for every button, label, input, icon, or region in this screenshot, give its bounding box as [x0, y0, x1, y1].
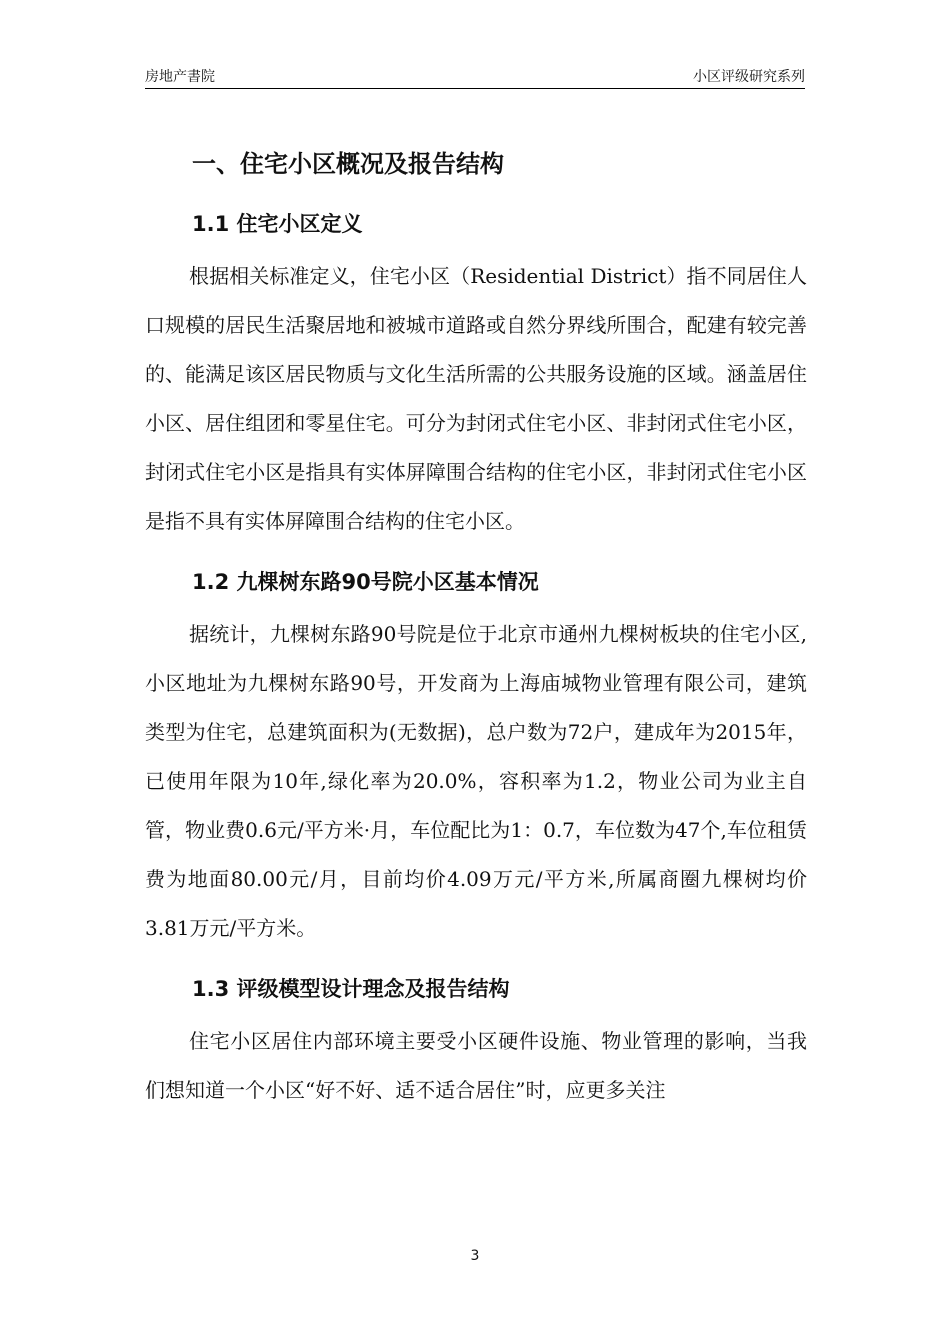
chapter-title: 一、住宅小区概况及报告结构: [192, 150, 504, 178]
page-header: [145, 66, 805, 89]
section-paragraph-1-2: 据统计，九棵树东路90号院是位于北京市通州九棵树板块的住宅小区,小区地址为九棵树东路90号，开发商为上海庙城物业管理有限公司，建筑类型为住宅，总建筑面积为(无数据)，总户数为72户，建成年为2015年，已使用年限为10年,绿化率为20.0%，容积率为1.2，物业公司为业主自管，物业费0.6元/平方米·月，车位配比为1：0.7，车位数为47个,车位租赁费为地面80.00元/月，目前均价4.09万元/平方米,所属商圈九棵树均价3.81万元/平方米。: [145, 622, 807, 940]
section-paragraph-1-3: 住宅小区居住内部环境主要受小区硬件设施、物业管理的影响，当我们想知道一个小区“好不好、适不适合居住”时，应更多关注: [145, 1029, 807, 1102]
header-series: 小区评级研究系列: [693, 69, 805, 85]
section-heading-1-2: 1.2 九棵树东路90号院小区基本情况: [192, 570, 539, 594]
section-heading-1-3: 1.3 评级模型设计理念及报告结构: [192, 977, 510, 1001]
document-body: [145, 140, 807, 1115]
section-paragraph-1-1: 根据相关标准定义，住宅小区（Residential District）指不同居住人口规模的居民生活聚居地和被城市道路或自然分界线所围合，配建有较完善的、能满足该区居民物质与文化生活所需的公共服务设施的区域。涵盖居住小区、居住组团和零星住宅。可分为封闭式住宅小区、非封闭式住宅小区，封闭式住宅小区是指具有实体屏障围合结构的住宅小区，非封闭式住宅小区是指不具有实体屏障围合结构的住宅小区。: [145, 264, 807, 533]
section-heading-1-1: 1.1 住宅小区定义: [192, 212, 363, 236]
header-publisher: 房地产書院: [145, 69, 215, 85]
page-number: 3: [470, 1248, 480, 1264]
